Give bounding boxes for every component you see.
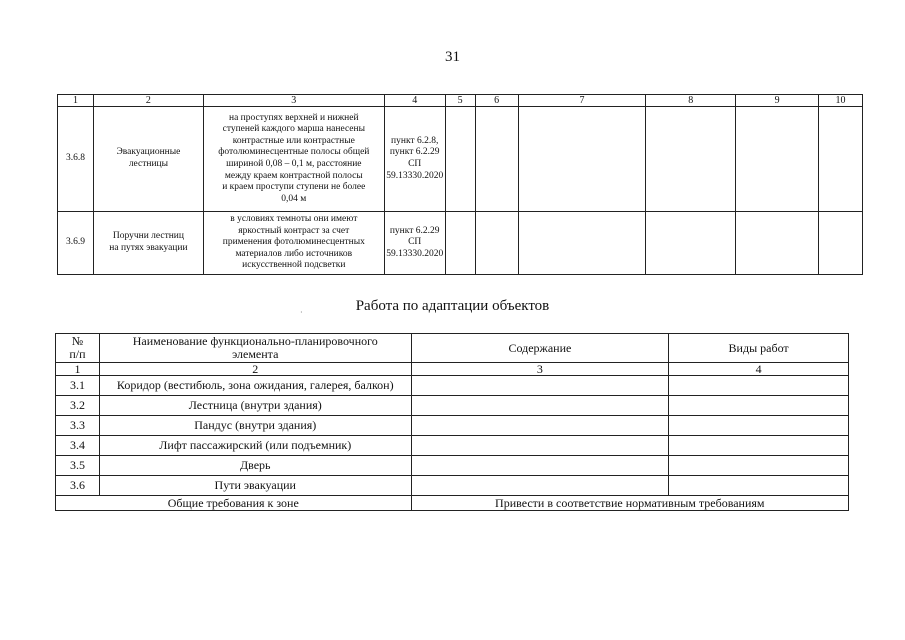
header-row — [56, 334, 849, 363]
requirement-line: фотолюминесцентные полосы общей — [218, 147, 370, 158]
header-name-line: Наименование функционально-планировочного — [132, 334, 378, 348]
empty-cell — [411, 436, 669, 456]
footer-label: Общие требования к зоне — [56, 496, 412, 511]
row-name — [93, 212, 203, 275]
empty-cell — [669, 456, 849, 476]
requirement-line: шириной 0,08 – 0,1 м, расстояние — [226, 159, 362, 169]
row-name: Дверь — [99, 456, 411, 476]
column-number: 9 — [736, 95, 819, 107]
empty-cell — [736, 212, 819, 275]
table-row — [56, 456, 849, 476]
empty-cell — [445, 107, 475, 212]
column-number: 10 — [819, 95, 863, 107]
column-number: 1 — [58, 95, 94, 107]
requirement-line: ступеней каждого марша нанесены — [222, 124, 365, 135]
row-requirement — [203, 107, 384, 212]
row-requirement — [203, 212, 384, 275]
empty-cell — [445, 212, 475, 275]
adaptation-table — [55, 333, 849, 511]
reference-line: пункт 6.2.29 — [389, 147, 440, 158]
row-name — [93, 107, 203, 212]
requirement-line: контрастные или контрастные — [232, 135, 355, 146]
requirement-line: на проступях верхней и нижней — [229, 112, 359, 123]
header-num-line: п/п — [69, 347, 86, 361]
empty-cell — [411, 376, 669, 396]
empty-cell — [475, 107, 518, 212]
row-name: Лифт пассажирский (или подъемник) — [99, 436, 411, 456]
column-number: 3 — [203, 95, 384, 107]
column-number: 3 — [411, 363, 669, 376]
row-name-line: лестницы — [128, 159, 169, 169]
column-number: 2 — [93, 95, 203, 107]
header-num — [56, 334, 100, 363]
header-work: Виды работ — [669, 334, 849, 363]
row-num: 3.3 — [56, 416, 100, 436]
header-content: Содержание — [411, 334, 669, 363]
column-number: 6 — [475, 95, 518, 107]
requirement-line: яркостный контраст за счет — [238, 225, 350, 236]
scan-speck: · — [300, 308, 303, 317]
reference-line: пункт 6.2.29 — [389, 225, 440, 236]
column-number: 2 — [99, 363, 411, 376]
empty-cell — [819, 212, 863, 275]
header-name — [99, 334, 411, 363]
requirement-line: и краем проступи ступени не более — [222, 182, 366, 193]
requirement-line: в условиях темноты они имеют — [230, 214, 358, 225]
requirements-table — [57, 94, 863, 275]
requirement-line: материалов либо источников — [235, 248, 353, 259]
page-number: 31 — [445, 49, 460, 65]
column-number: 8 — [646, 95, 736, 107]
empty-cell — [736, 107, 819, 212]
header-num-line: № — [71, 334, 84, 348]
table-row — [56, 416, 849, 436]
row-num: 3.4 — [56, 436, 100, 456]
reference-line: СП — [408, 237, 422, 248]
row-name-line: на путях эвакуации — [109, 243, 188, 253]
requirement-line: применения фотолюминесцентных — [222, 237, 365, 248]
row-name: Коридор (вестибюль, зона ожидания, галерея, балкон) — [99, 376, 411, 396]
row-reference — [384, 212, 445, 275]
row-num: 3.1 — [56, 376, 100, 396]
empty-cell — [518, 212, 646, 275]
empty-cell — [646, 212, 736, 275]
empty-cell — [669, 436, 849, 456]
empty-cell — [411, 476, 669, 496]
requirement-line: искусственной подсветки — [242, 260, 346, 271]
empty-cell — [669, 416, 849, 436]
footer-row — [56, 496, 849, 511]
empty-cell — [669, 396, 849, 416]
empty-cell — [411, 396, 669, 416]
reference-line: 59.13330.2020 — [386, 170, 444, 181]
table-row — [56, 476, 849, 496]
table-row — [56, 376, 849, 396]
empty-cell — [475, 212, 518, 275]
column-number: 5 — [445, 95, 475, 107]
empty-cell — [411, 456, 669, 476]
reference-line: СП — [408, 159, 422, 169]
row-reference — [384, 107, 445, 212]
column-number: 1 — [56, 363, 100, 376]
empty-cell — [669, 376, 849, 396]
empty-cell — [518, 107, 646, 212]
empty-cell — [411, 416, 669, 436]
row-num: 3.2 — [56, 396, 100, 416]
row-name: Лестница (внутри здания) — [99, 396, 411, 416]
row-num: 3.5 — [56, 456, 100, 476]
requirement-line: 0,04 м — [281, 193, 307, 204]
section-title: Работа по адаптации объектов — [355, 298, 550, 314]
reference-line: 59.13330.2020 — [386, 248, 444, 259]
row-name-line: Эвакуационные — [116, 147, 181, 158]
empty-cell — [646, 107, 736, 212]
empty-cell — [819, 107, 863, 212]
column-number: 7 — [518, 95, 646, 107]
row-name: Пути эвакуации — [99, 476, 411, 496]
table-row — [58, 212, 863, 275]
row-name: Пандус (внутри здания) — [99, 416, 411, 436]
footer-value: Привести в соответствие нормативным требованиям — [411, 496, 848, 511]
column-number-row — [56, 363, 849, 376]
column-number-row — [58, 95, 863, 107]
header-name-line: элемента — [232, 347, 279, 361]
reference-line: пункт 6.2.8, — [391, 135, 439, 146]
requirement-line: между краем контрастной полосы — [224, 170, 363, 181]
table-row — [56, 436, 849, 456]
row-name-line: Поручни лестниц — [112, 231, 184, 242]
row-id: 3.6.9 — [58, 212, 94, 275]
empty-cell — [669, 476, 849, 496]
table-row — [58, 107, 863, 212]
row-num: 3.6 — [56, 476, 100, 496]
table-row — [56, 396, 849, 416]
row-id: 3.6.8 — [58, 107, 94, 212]
column-number: 4 — [669, 363, 849, 376]
column-number: 4 — [384, 95, 445, 107]
